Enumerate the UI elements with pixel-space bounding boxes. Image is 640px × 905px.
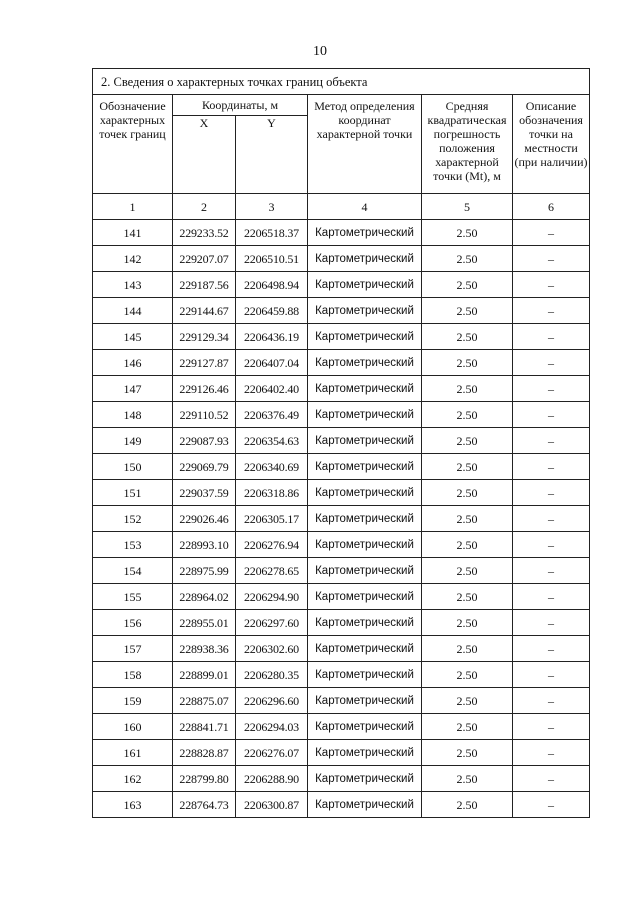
method-cell: Картометрический [308, 688, 422, 714]
method-cell: Картометрический [308, 402, 422, 428]
point-cell: 154 [93, 558, 173, 584]
x-coordinate-cell: 229087.93 [173, 428, 236, 454]
error-cell: 2.50 [422, 740, 513, 766]
error-cell: 2.50 [422, 350, 513, 376]
point-cell: 159 [93, 688, 173, 714]
method-cell: Картометрический [308, 636, 422, 662]
x-coordinate-cell: 228875.07 [173, 688, 236, 714]
method-cell: Картометрический [308, 662, 422, 688]
description-cell: – [513, 584, 590, 610]
point-cell: 144 [93, 298, 173, 324]
method-cell: Картометрический [308, 480, 422, 506]
error-cell: 2.50 [422, 688, 513, 714]
table-row [93, 246, 590, 272]
error-cell: 2.50 [422, 402, 513, 428]
y-coordinate-cell: 2206297.60 [236, 610, 308, 636]
method-cell: Картометрический [308, 454, 422, 480]
x-coordinate-cell: 229069.79 [173, 454, 236, 480]
column-number: 3 [236, 194, 308, 220]
point-cell: 142 [93, 246, 173, 272]
y-coordinate-cell: 2206300.87 [236, 792, 308, 818]
error-cell: 2.50 [422, 272, 513, 298]
error-cell: 2.50 [422, 636, 513, 662]
description-cell: – [513, 324, 590, 350]
error-cell: 2.50 [422, 298, 513, 324]
header-description: Описание обозначения точки на местности (при наличии) [513, 95, 590, 194]
table-row [93, 298, 590, 324]
error-cell: 2.50 [422, 428, 513, 454]
x-coordinate-cell: 229187.56 [173, 272, 236, 298]
table-row [93, 272, 590, 298]
error-cell: 2.50 [422, 532, 513, 558]
table-row [93, 584, 590, 610]
page-number: 10 [313, 44, 327, 59]
y-coordinate-cell: 2206288.90 [236, 766, 308, 792]
error-cell: 2.50 [422, 480, 513, 506]
point-cell: 153 [93, 532, 173, 558]
error-cell: 2.50 [422, 220, 513, 246]
column-number-row [93, 194, 590, 220]
description-cell: – [513, 376, 590, 402]
method-cell: Картометрический [308, 740, 422, 766]
x-coordinate-cell: 229233.52 [173, 220, 236, 246]
y-coordinate-cell: 2206340.69 [236, 454, 308, 480]
y-coordinate-cell: 2206459.88 [236, 298, 308, 324]
y-coordinate-cell: 2206407.04 [236, 350, 308, 376]
description-cell: – [513, 298, 590, 324]
point-cell: 163 [93, 792, 173, 818]
error-cell: 2.50 [422, 662, 513, 688]
method-cell: Картометрический [308, 558, 422, 584]
section-title: 2. Сведения о характерных точках границ объекта [93, 69, 590, 95]
error-cell: 2.50 [422, 766, 513, 792]
description-cell: – [513, 220, 590, 246]
header-coords: Координаты, м [173, 95, 308, 116]
y-coordinate-cell: 2206318.86 [236, 480, 308, 506]
y-coordinate-cell: 2206498.94 [236, 272, 308, 298]
y-coordinate-cell: 2206276.07 [236, 740, 308, 766]
table-row [93, 662, 590, 688]
y-coordinate-cell: 2206276.94 [236, 532, 308, 558]
method-cell: Картометрический [308, 298, 422, 324]
x-coordinate-cell: 228764.73 [173, 792, 236, 818]
method-cell: Картометрический [308, 506, 422, 532]
y-coordinate-cell: 2206402.40 [236, 376, 308, 402]
error-cell: 2.50 [422, 610, 513, 636]
point-cell: 160 [93, 714, 173, 740]
error-cell: 2.50 [422, 506, 513, 532]
x-coordinate-cell: 229207.07 [173, 246, 236, 272]
error-cell: 2.50 [422, 324, 513, 350]
table-row [93, 480, 590, 506]
description-cell: – [513, 272, 590, 298]
x-coordinate-cell: 228899.01 [173, 662, 236, 688]
error-cell: 2.50 [422, 376, 513, 402]
header-y: Y [236, 116, 308, 194]
y-coordinate-cell: 2206354.63 [236, 428, 308, 454]
description-cell: – [513, 610, 590, 636]
method-cell: Картометрический [308, 220, 422, 246]
error-cell: 2.50 [422, 714, 513, 740]
description-cell: – [513, 792, 590, 818]
description-cell: – [513, 532, 590, 558]
column-number: 6 [513, 194, 590, 220]
description-cell: – [513, 740, 590, 766]
table-row [93, 376, 590, 402]
column-number: 4 [308, 194, 422, 220]
description-cell: – [513, 350, 590, 376]
table-row [93, 428, 590, 454]
x-coordinate-cell: 228964.02 [173, 584, 236, 610]
boundary-points-table [92, 68, 590, 818]
header-x: X [173, 116, 236, 194]
error-cell: 2.50 [422, 246, 513, 272]
table-row [93, 792, 590, 818]
point-cell: 150 [93, 454, 173, 480]
point-cell: 161 [93, 740, 173, 766]
method-cell: Картометрический [308, 584, 422, 610]
column-number: 2 [173, 194, 236, 220]
point-cell: 156 [93, 610, 173, 636]
x-coordinate-cell: 228841.71 [173, 714, 236, 740]
point-cell: 151 [93, 480, 173, 506]
header-point: Обозначение характерных точек границ [93, 95, 173, 194]
description-cell: – [513, 454, 590, 480]
table-row [93, 506, 590, 532]
y-coordinate-cell: 2206296.60 [236, 688, 308, 714]
table-row [93, 350, 590, 376]
point-cell: 145 [93, 324, 173, 350]
x-coordinate-cell: 228955.01 [173, 610, 236, 636]
method-cell: Картометрический [308, 324, 422, 350]
table-row [93, 688, 590, 714]
y-coordinate-cell: 2206376.49 [236, 402, 308, 428]
y-coordinate-cell: 2206510.51 [236, 246, 308, 272]
x-coordinate-cell: 229129.34 [173, 324, 236, 350]
point-cell: 147 [93, 376, 173, 402]
method-cell: Картометрический [308, 766, 422, 792]
table-row [93, 636, 590, 662]
x-coordinate-cell: 229126.46 [173, 376, 236, 402]
header-error: Средняя квадратическая погрешность положения характерной точки (Mt), м [422, 95, 513, 194]
table-row [93, 610, 590, 636]
method-cell: Картометрический [308, 350, 422, 376]
point-cell: 146 [93, 350, 173, 376]
point-cell: 152 [93, 506, 173, 532]
x-coordinate-cell: 228993.10 [173, 532, 236, 558]
table-row [93, 220, 590, 246]
column-number: 1 [93, 194, 173, 220]
y-coordinate-cell: 2206294.03 [236, 714, 308, 740]
method-cell: Картометрический [308, 428, 422, 454]
x-coordinate-cell: 228799.80 [173, 766, 236, 792]
y-coordinate-cell: 2206294.90 [236, 584, 308, 610]
table-row [93, 558, 590, 584]
description-cell: – [513, 506, 590, 532]
y-coordinate-cell: 2206280.35 [236, 662, 308, 688]
error-cell: 2.50 [422, 584, 513, 610]
column-number: 5 [422, 194, 513, 220]
y-coordinate-cell: 2206518.37 [236, 220, 308, 246]
x-coordinate-cell: 229026.46 [173, 506, 236, 532]
y-coordinate-cell: 2206302.60 [236, 636, 308, 662]
y-coordinate-cell: 2206305.17 [236, 506, 308, 532]
table-row [93, 766, 590, 792]
description-cell: – [513, 714, 590, 740]
y-coordinate-cell: 2206436.19 [236, 324, 308, 350]
x-coordinate-cell: 229144.67 [173, 298, 236, 324]
table-row [93, 402, 590, 428]
description-cell: – [513, 636, 590, 662]
method-cell: Картометрический [308, 714, 422, 740]
table-row [93, 454, 590, 480]
table-row [93, 324, 590, 350]
method-cell: Картометрический [308, 272, 422, 298]
point-cell: 143 [93, 272, 173, 298]
x-coordinate-cell: 228975.99 [173, 558, 236, 584]
description-cell: – [513, 402, 590, 428]
error-cell: 2.50 [422, 792, 513, 818]
description-cell: – [513, 558, 590, 584]
x-coordinate-cell: 228828.87 [173, 740, 236, 766]
x-coordinate-cell: 229127.87 [173, 350, 236, 376]
y-coordinate-cell: 2206278.65 [236, 558, 308, 584]
point-cell: 162 [93, 766, 173, 792]
description-cell: – [513, 428, 590, 454]
description-cell: – [513, 480, 590, 506]
description-cell: – [513, 766, 590, 792]
table-row [93, 740, 590, 766]
point-cell: 157 [93, 636, 173, 662]
table-row [93, 532, 590, 558]
description-cell: – [513, 662, 590, 688]
point-cell: 158 [93, 662, 173, 688]
description-cell: – [513, 246, 590, 272]
x-coordinate-cell: 229037.59 [173, 480, 236, 506]
method-cell: Картометрический [308, 792, 422, 818]
error-cell: 2.50 [422, 454, 513, 480]
description-cell: – [513, 688, 590, 714]
point-cell: 155 [93, 584, 173, 610]
method-cell: Картометрический [308, 532, 422, 558]
x-coordinate-cell: 229110.52 [173, 402, 236, 428]
point-cell: 141 [93, 220, 173, 246]
point-cell: 149 [93, 428, 173, 454]
method-cell: Картометрический [308, 610, 422, 636]
table-row [93, 714, 590, 740]
method-cell: Картометрический [308, 246, 422, 272]
method-cell: Картометрический [308, 376, 422, 402]
x-coordinate-cell: 228938.36 [173, 636, 236, 662]
error-cell: 2.50 [422, 558, 513, 584]
table-body [93, 220, 590, 818]
header-method: Метод определения координат характерной точки [308, 95, 422, 194]
point-cell: 148 [93, 402, 173, 428]
